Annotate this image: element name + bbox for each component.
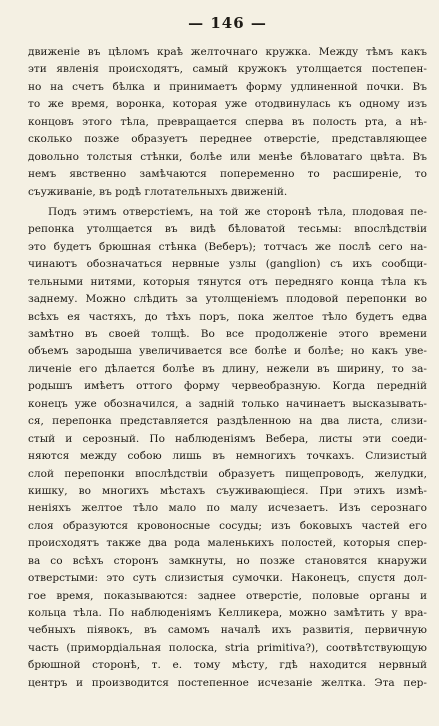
text-line: но на счетъ бѣлка и принимаетъ форму удлиненной почки. Въ	[28, 80, 427, 93]
text-line: это будетъ брюшная стѣнка (Веберъ); тотчасъ же послѣ сего на-	[28, 240, 427, 253]
text-line: репонка утолщается въ видѣ бѣловатой тесьмы: впослѣдствіи	[28, 223, 427, 236]
text-line: слой перепонки впослѣдствіи образуетъ пищепроводъ, желудки,	[28, 467, 427, 480]
text-line: чинаютъ обозначаться нервные узлы (ganglion) съ ихъ сообщи-	[28, 258, 427, 271]
text-line: немъ явственно замѣчаются попеременно то расширеніе, то	[28, 168, 427, 181]
text-line: чебныхъ піявокъ, въ самомъ началѣ ихъ развитія, первичную	[28, 624, 427, 637]
text-line: отверстыми: это суть слизистыя сумочки. Наконецъ, спустя дол-	[28, 572, 427, 585]
text-line: Подъ этимъ отверстіемъ, на той же сторонѣ тѣла, плодовая пе-	[48, 205, 427, 218]
text-line: слоя образуются кровоносные сосуды; изъ боковыхъ частей его	[28, 519, 427, 532]
paragraph	[28, 44, 427, 201]
text-line: происходятъ также два рода маленькихъ полостей, которыя спер-	[28, 537, 427, 550]
text-line: родышъ имѣетъ оттого форму червеобразную. Когда передній	[28, 380, 427, 393]
text-line: стый и серозный. По наблюденіямъ Вебера, листы эти соеди-	[28, 432, 427, 445]
text-line: личеніе его дѣлается болѣе въ длину, нежели въ ширину, то за-	[28, 362, 427, 375]
page-number: — 146 —	[188, 14, 267, 32]
text-line: ва со всѣхъ сторонъ замкнуты, но позже становятся кнаружи	[28, 554, 427, 567]
text-line: движеніе въ цѣломъ краѣ желточнаго кружка. Между тѣмъ какъ	[28, 46, 427, 58]
text-line: заднему. Можно слѣдить за утолщеніемъ плодовой перепонки во	[28, 293, 427, 306]
text-line: неніяхъ желтое тѣло мало по малу исчезаетъ. Изъ серознаго	[28, 502, 427, 515]
text-line: всѣхъ ея частяхъ, до тѣхъ поръ, пока желтое тѣло будетъ едва	[28, 310, 427, 323]
text-line: сколько позже образуетъ переднее отверстіе, представляющее	[28, 133, 427, 146]
body-text	[28, 44, 427, 692]
text-line: брюшной сторонѣ, т. е. тому мѣсту, гдѣ находится нервный	[28, 659, 427, 672]
text-line: довольно толстыя стѣнки, болѣе или менѣе бѣловатаго цвѣта. Въ	[28, 150, 427, 163]
text-line: концовъ этого тѣла, превращается сперва въ полость рта, а нѣ-	[28, 115, 427, 128]
text-line: часть (примордіальная полоска, stria primitiva?), соотвѣтствующую	[28, 641, 427, 654]
text-line: няются между собою лишь въ немногихъ точкахъ. Слизистый	[28, 450, 427, 463]
text-line: замѣтно въ своей толщѣ. Во все продолженіе этого времени	[28, 328, 427, 340]
text-line: съуживаніе, въ родѣ глотательныхъ движеній.	[28, 185, 288, 198]
text-line: то же время, воронка, которая уже отодвинулась къ одному изъ	[28, 98, 427, 111]
text-line: объемъ зародыша увеличивается все болѣе и болѣе; но какъ уве-	[28, 345, 427, 358]
text-line: кольца тѣла. По наблюденіямъ Келликера, можно замѣтить у вра-	[28, 607, 427, 619]
text-line: эти явленія происходятъ, самый кружокъ утолщается постепен-	[28, 63, 427, 76]
text-line: конецъ уже обозначился, а задній только начинаетъ высказывать-	[28, 397, 427, 410]
text-line: гое время, показываются: заднее отверстіе, половые органы и	[28, 589, 427, 602]
text-line: ся, перепонка представляется раздѣленною на два листа, слизи-	[28, 415, 427, 428]
text-line: тельными нитями, которыя тянутся отъ передняго конца тѣла къ	[28, 275, 427, 288]
text-line: кишку, во многихъ мѣстахъ съуживающіеся. При этихъ измѣ-	[28, 484, 427, 497]
paragraph	[28, 204, 427, 692]
text-line: центръ и производится постепенное исчезаніе желтка. Эта пер-	[28, 676, 427, 689]
